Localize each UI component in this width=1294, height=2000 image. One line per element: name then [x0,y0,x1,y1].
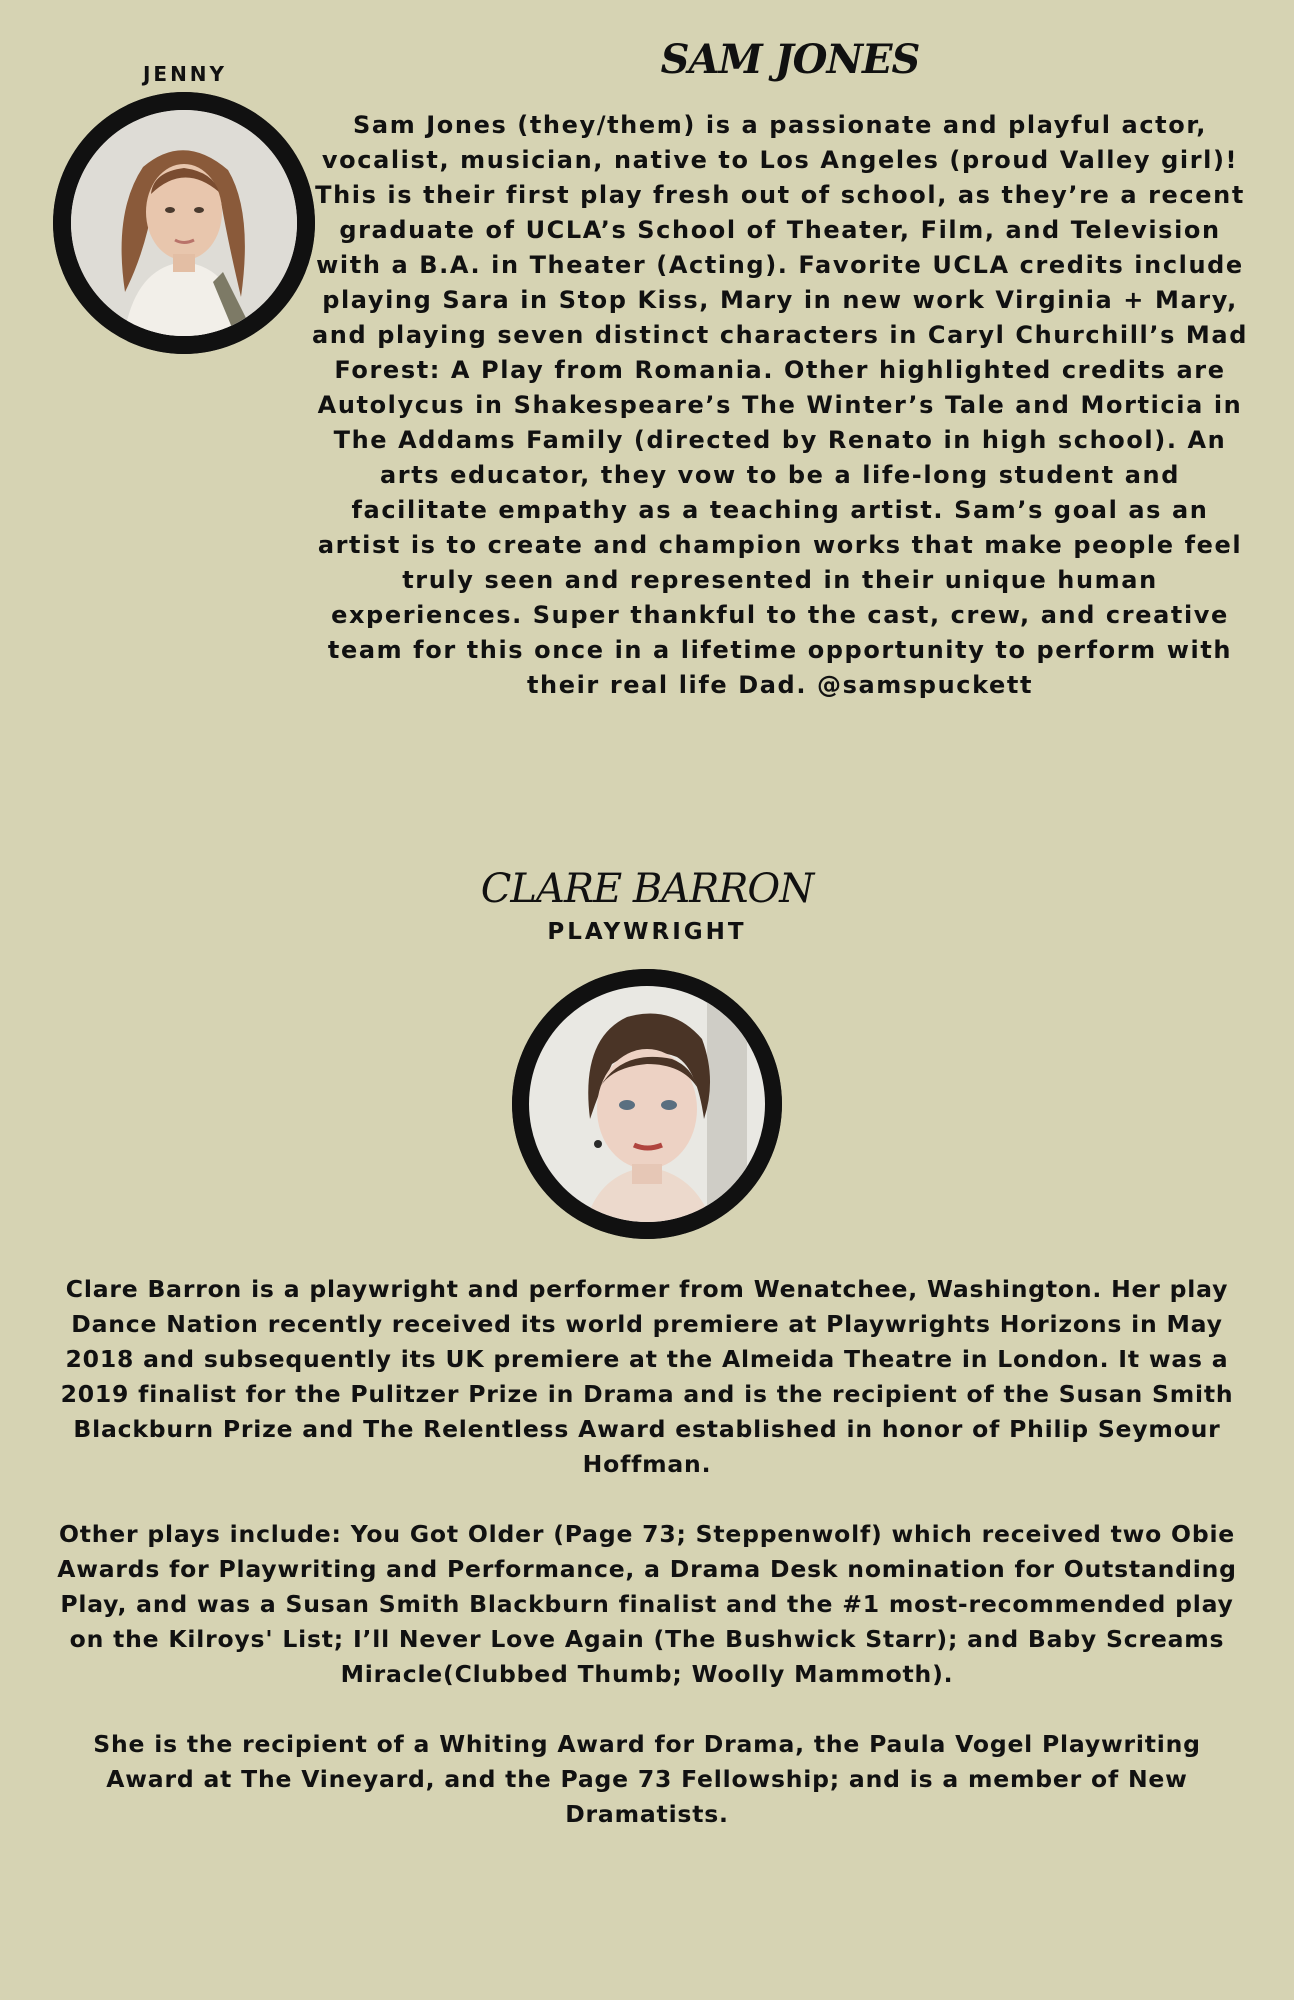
sam-jones-bio: Sam Jones (they/them) is a passionate and playful actor, vocalist, musician, native to Los Angeles (proud Valley girl)! This is their first play fresh out of school, as they’re a recent graduate of UCLA’s School of Theater, Film, and Television with a B.A. in Theater (Acting). Favorite UCLA credits include playing Sara in Stop Kiss, Mary in new work Virginia + Mary, and playing seven distinct characters in Caryl Churchill’s Mad Forest: A Play from Romania. Other highlighted credits are Autolycus in Shakespeare’s The Winter’s Tale and Morticia in The Addams Family (directed by Renato in high school). An arts educator, they vow to be a life-long student and facilitate empathy as a teaching artist. Sam’s goal as an artist is to create and champion works that make people feel truly seen and represented in their unique human experiences. Super thankful to the cast, crew, and creative team for this once in a lifetime opportunity to perform with their real life Dad. @samspuckett [312,111,1248,699]
sam-jones-photo [53,92,315,354]
clare-bio-paragraph-3: She is the recipient of a Whiting Award for Drama, the Paula Vogel Playwriting Award at The Vineyard, and the Page 73 Fellowship; and is a member of New Dramatists. [93,1730,1201,1828]
clare-bio-paragraph-1: Clare Barron is a playwright and performer from Wenatchee, Washington. Her play Dance Nation recently received its world premiere at Playwrights Horizons in May 2018 and subsequently its UK premiere at the Almeida Theatre in London. It was a 2019 finalist for the Pulitzer Prize in Drama and is the recipient of the Susan Smith Blackburn Prize and The Relentless Award established in honor of Philip Seymour Hoffman. [60,1275,1234,1478]
sam-jones-portrait [53,92,315,354]
clare-barron-bio [50,1272,1244,1867]
clare-barron-portrait [512,969,782,1239]
clare-barron-name: CLARE BARRON [480,866,814,912]
sam-jones-name: SAM JONES [660,36,920,83]
clare-role-label: PLAYWRIGHT [547,919,747,945]
sam-role-label: JENNY [142,62,228,86]
clare-barron-photo [512,969,782,1239]
clare-bio-paragraph-2: Other plays include: You Got Older (Page 73; Steppenwolf) which received two Obie Awards for Playwriting and Performance, a Drama Desk nomination for Outstanding Play, and was a Susan Smith Blackburn finalist and the #1 most-recommended play on the Kilroys' List; I’ll Never Love Again (The Bushwick Starr); and Baby Screams Miracle(Clubbed Thumb; Woolly Mammoth). [57,1520,1237,1688]
